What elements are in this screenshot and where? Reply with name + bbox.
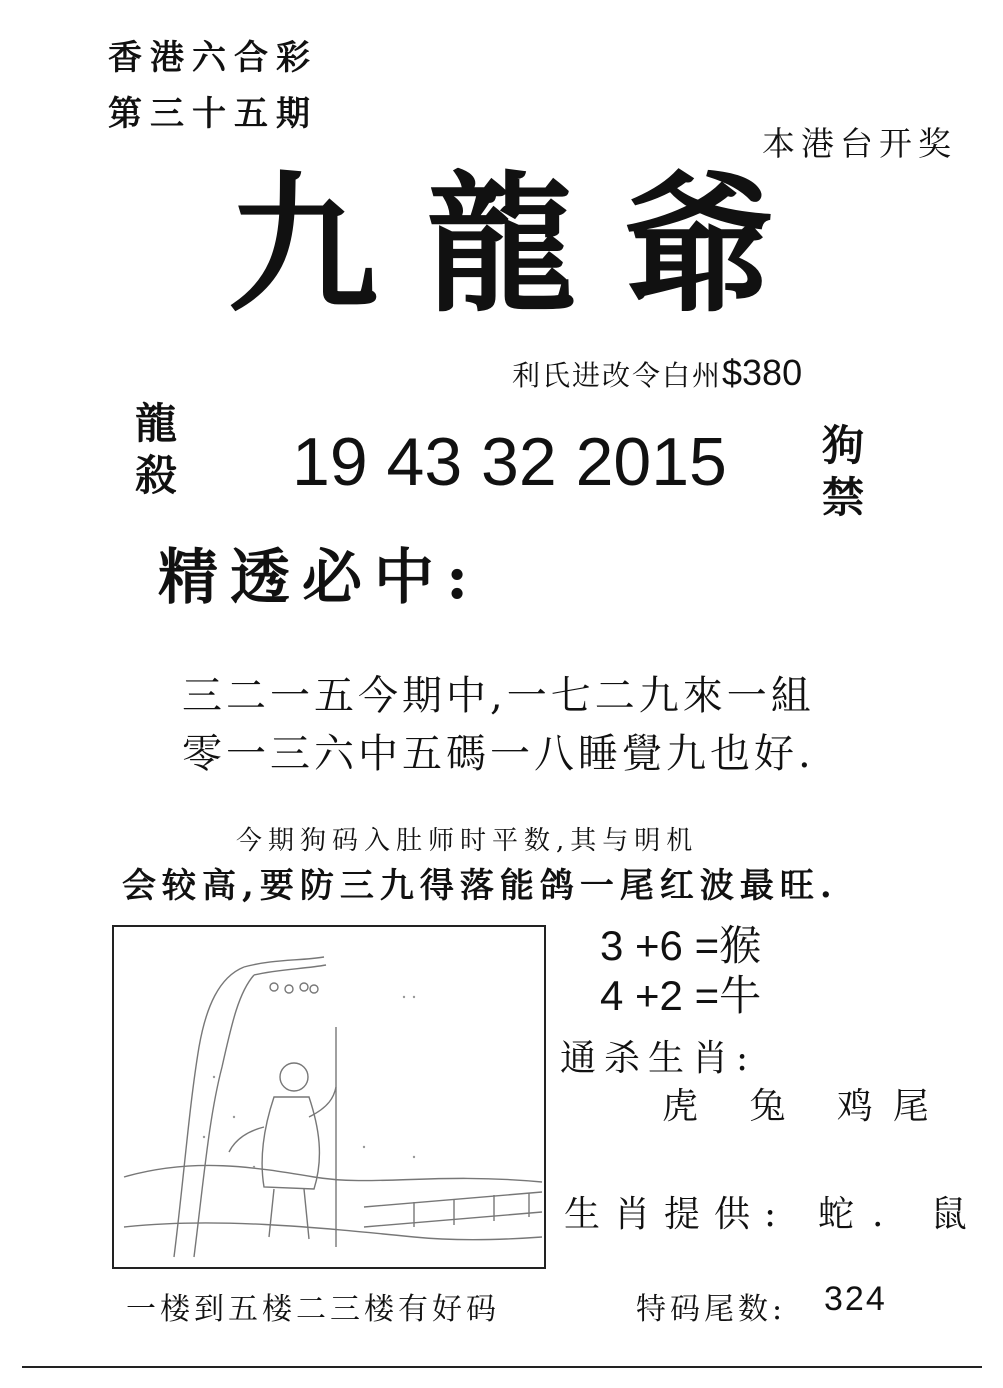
- price-line: [512, 352, 802, 394]
- sage-illustration: [114, 927, 544, 1267]
- subheading: 精透必中:: [158, 543, 481, 613]
- formula-ox: 4 +2 =牛: [600, 972, 762, 1019]
- bottom-divider: [22, 1366, 982, 1368]
- left-label: [135, 398, 177, 502]
- price-amount: $380: [722, 352, 803, 393]
- illustration-frame: [112, 925, 546, 1269]
- right-label-char: 狗: [822, 421, 865, 470]
- broadcast-label: 本港台开奖: [762, 124, 957, 163]
- kill-zodiac-values: 虎 兔 鸡尾: [662, 1086, 949, 1127]
- number-row: 19 43 32 2015: [292, 424, 727, 500]
- right-label: [822, 420, 864, 524]
- price-text: 利氏进改令白州: [512, 359, 723, 392]
- kill-zodiac-label: 通杀生肖:: [560, 1038, 757, 1079]
- lottery-name: 香港六合彩: [108, 38, 318, 78]
- poem-line-2: 零一三六中五碼一八睡覺九也好.: [182, 731, 815, 777]
- footer-text: 一楼到五楼二三楼有好码: [126, 1292, 500, 1327]
- provide-zodiac-values: 蛇. 鼠: [818, 1194, 985, 1235]
- right-label-char: 禁: [822, 473, 865, 522]
- poem-line-1: 三二一五今期中,一七二九來一組: [182, 673, 815, 719]
- note-line-2: 会较高,要防三九得落能鸽一尾红波最旺.: [122, 866, 838, 906]
- provide-zodiac-label: 生肖提供:: [564, 1194, 791, 1235]
- tail-number-value: 324: [824, 1280, 887, 1318]
- note-line-1: 今期狗码入肚师时平数,其与明机: [236, 826, 699, 856]
- left-label-char: 龍: [135, 399, 178, 448]
- issue-number: 第三十五期: [108, 94, 318, 134]
- tail-number-label: 特码尾数:: [636, 1292, 787, 1327]
- main-title: 九龍爺: [228, 157, 823, 333]
- left-label-char: 殺: [135, 451, 178, 500]
- formula-monkey: 3 +6 =猴: [600, 922, 762, 969]
